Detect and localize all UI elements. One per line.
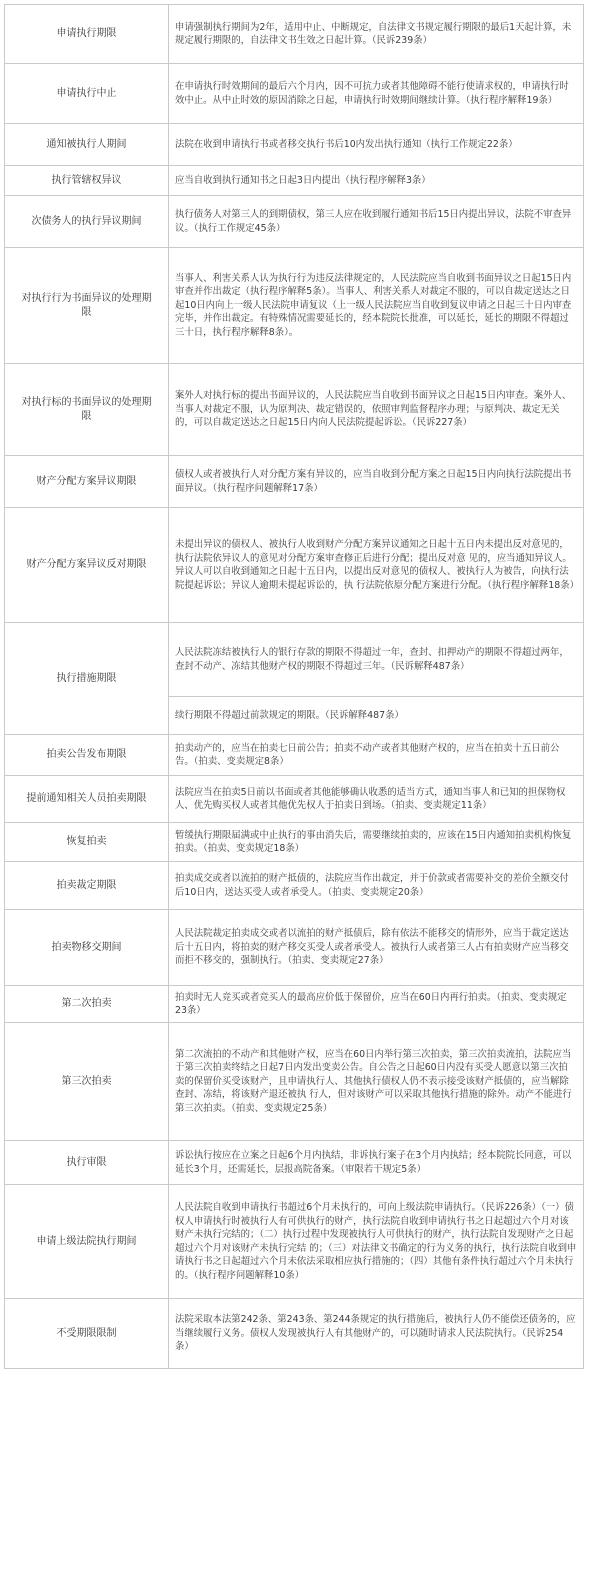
table-row	[4, 776, 584, 823]
row-content-text: 人民法院冻结被执行人的银行存款的期限不得超过一年，查封、扣押动产的期限不得超过两年，查封不动产、冻结其他财产权的期限不得超过三年。（民诉解释487条）	[175, 647, 569, 672]
row-content-text: 案外人对执行标的提出书面异议的，人民法院应当自收到书面异议之日起15日内审查。案外人、当事人对裁定不服，认为原判决、裁定错误的，依照审判监督程序办理；与原判决、裁定无关的，可以自裁定送达之日起15日内向人民法院提起诉讼。（民诉227条）	[175, 390, 572, 429]
row-content	[169, 1141, 583, 1184]
row-content-cell	[169, 1141, 583, 1184]
table-row	[4, 64, 584, 124]
row-content-text: 未提出异议的债权人、被执行人收到财产分配方案异议通知之日起十五日内未提出反对意见的，执行法院依异议人的意见对分配方案审查修正后进行分配；提出反对意 见的，应当通知异议人。异议人可以自收到通知之日起十五日内，以提出反对意见的债权人、被执行人为被告，向执行法院提起诉讼；异议人逾期未提起诉讼的，执 行法院依原分配方案进行分配。（执行程序解释18条）	[175, 539, 579, 591]
row-content-text: 人民法院自收到申请执行书超过6个月未执行的，可向上级法院申请执行。（民诉226条）（一）债权人申请执行时被执行人有可供执行的财产，执行法院自收到申请执行书之日起超过六个月对该财产未执行完结的；（二）执行过程中发现被执行人可供执行的财产，执行法院自发现财产之日起超过六个月对该财产未执行完结 的；（三）对法律文书确定的行为义务的执行，执行法院自收到申请执行书之日起超过六个月未依法采取相应执行措施的；（四）其他有条件执行超过六个月未执行的。（执行程序问题解释10条）	[175, 1202, 577, 1281]
table-row	[4, 508, 584, 623]
table-row	[4, 196, 584, 248]
row-content-cell	[169, 735, 583, 775]
row-label: 执行管辖权异议	[5, 166, 169, 195]
row-content	[169, 508, 583, 622]
row-label: 申请上级法院执行期间	[5, 1185, 169, 1298]
row-label: 第二次拍卖	[5, 986, 169, 1022]
table-row	[4, 735, 584, 776]
row-content-text: 执行债务人对第三人的到期债权，第三人应在收到履行通知书后15日内提出异议，法院不审查异议。（执行工作规定45条）	[175, 209, 572, 234]
row-content-text: 续行期限不得超过前款规定的期限。（民诉解释487条）	[175, 710, 404, 722]
row-content-cell	[169, 623, 583, 734]
row-content	[169, 862, 583, 909]
table-row	[4, 1141, 584, 1185]
row-content-text: 拍卖时无人竞买或者竞买人的最高应价低于保留价，应当在60日内再行拍卖。（拍卖、变卖规定23条）	[175, 991, 567, 1016]
row-content-cell	[169, 364, 583, 455]
row-label: 通知被执行人期间	[5, 124, 169, 165]
row-label: 第三次拍卖	[5, 1023, 169, 1140]
row-content	[169, 1299, 583, 1368]
table-row	[4, 4, 584, 64]
row-label: 不受期限限制	[5, 1299, 169, 1368]
row-label: 拍卖公告发布期限	[5, 735, 169, 775]
row-content-cell	[169, 196, 583, 247]
row-label: 财产分配方案异议期限	[5, 456, 169, 507]
table-row	[4, 248, 584, 364]
row-content-cell	[169, 124, 583, 165]
row-content-cell	[169, 1023, 583, 1140]
row-content-cell	[169, 166, 583, 195]
row-content-cell	[169, 910, 583, 985]
row-label: 申请执行期限	[5, 5, 169, 63]
row-content-text: 在申请执行时效期间的最后六个月内，因不可抗力或者其他障碍不能行使请求权的，申请执行时效中止。从中止时效的原因消除之日起，申请执行时效期间继续计算。（执行程序解释19条）	[175, 81, 569, 106]
row-content-cell	[169, 776, 583, 822]
row-content-text: 拍卖成交或者以流拍的财产抵债的，法院应当作出裁定，并于价款或者需要补交的差价全额交付后10日内，送达买受人或者承受人。（拍卖、变卖规定20条）	[175, 873, 569, 898]
row-content-text: 第二次流拍的不动产和其他财产权，应当在60日内举行第三次拍卖，第三次拍卖流拍，法院应当于第三次拍卖终结之日起7日内发出变卖公告。自公告之日起60日内没有买受人愿意以第三次拍卖的保留价买受该财产，且申请执行人、其他执行债权人仍不表示接受该财产抵债的，应当解除查封、冻结，将该财产退还被执 行人，但对该财产可以采取其他执行措施的除外。动产不能进行第三次拍卖。（拍卖、变卖规定25条）	[175, 1048, 572, 1114]
row-label: 恢复拍卖	[5, 823, 169, 861]
row-content	[169, 166, 583, 195]
row-content-text: 诉讼执行按应在立案之日起6个月内执结，非诉执行案子在3个月内执结；经本院院长同意，可以延长3个月，还需延长，层报高院备案。（审限若干规定5条）	[175, 1150, 572, 1175]
row-label: 拍卖裁定期限	[5, 862, 169, 909]
row-content	[169, 823, 583, 861]
table-row	[4, 623, 584, 735]
table-row	[4, 166, 584, 196]
row-content	[169, 776, 583, 822]
row-label: 执行审限	[5, 1141, 169, 1184]
table-row	[4, 862, 584, 910]
row-content	[169, 364, 583, 455]
table-row	[4, 823, 584, 862]
row-content-text: 法院在收到申请执行书或者移交执行书后10内发出执行通知（执行工作规定22条）	[175, 138, 518, 150]
row-content	[169, 986, 583, 1022]
row-label: 次债务人的执行异议期间	[5, 196, 169, 247]
row-content	[169, 64, 583, 123]
row-content-text: 人民法院裁定拍卖成交或者以流拍的财产抵债后，除有依法不能移交的情形外，应当于裁定送达后十五日内，将拍卖的财产移交买受人或者承受人。被执行人或者第三人占有拍卖财产应当移交而拒不移交的，强制执行。（拍卖、变卖规定27条）	[175, 928, 569, 967]
row-content-cell	[169, 248, 583, 363]
row-content	[169, 1185, 583, 1298]
table-row	[4, 364, 584, 456]
row-content-text: 拍卖动产的，应当在拍卖七日前公告；拍卖不动产或者其他财产权的，应当在拍卖十五日前公告。（拍卖、变卖规定8条）	[175, 742, 560, 767]
row-content-cell	[169, 5, 583, 63]
row-label: 提前通知相关人员拍卖期限	[5, 776, 169, 822]
row-content-text: 应当自收到执行通知书之日起3日内提出（执行程序解释3条）	[175, 174, 431, 186]
row-label: 对执行标的书面异议的处理期限	[5, 364, 169, 455]
deadline-table	[4, 4, 584, 1369]
row-label: 拍卖物移交期间	[5, 910, 169, 985]
table-row	[4, 1185, 584, 1299]
row-content	[169, 696, 583, 735]
row-content-cell	[169, 1299, 583, 1368]
row-content-text: 债权人或者被执行人对分配方案有异议的，应当自收到分配方案之日起15日内向执行法院提出书面异议。（执行程序问题解释17条）	[175, 469, 572, 494]
row-content-cell	[169, 862, 583, 909]
table-row	[4, 910, 584, 986]
row-content-text: 当事人、利害关系人认为执行行为违反法律规定的，人民法院应当自收到书面异议之日起15日内审查并作出裁定（执行程序解释5条）。当事人、利害关系人对裁定不服的，可以自裁定送达之日起10日内向上一级人民法院申请复议（上一级人民法院应当自收到复议申请之日起三十日内审查完毕，并作出裁定。有特殊情况需要延长的，经本院院长批准，可以延长，延长的期限不得超过三十日，执行程序解释8条）。	[175, 272, 572, 338]
row-content	[169, 1023, 583, 1140]
table-row	[4, 456, 584, 508]
row-label: 执行措施期限	[5, 623, 169, 734]
row-content	[169, 735, 583, 775]
row-content-cell	[169, 823, 583, 861]
row-content-cell	[169, 64, 583, 123]
row-content	[169, 456, 583, 507]
row-content-cell	[169, 986, 583, 1022]
row-content-cell	[169, 456, 583, 507]
table-row	[4, 1299, 584, 1369]
row-label: 申请执行中止	[5, 64, 169, 123]
row-label: 对执行行为书面异议的处理期限	[5, 248, 169, 363]
row-content	[169, 124, 583, 165]
table-row	[4, 1023, 584, 1141]
row-content	[169, 196, 583, 247]
row-content-cell	[169, 1185, 583, 1298]
table-row	[4, 124, 584, 166]
row-content-cell	[169, 508, 583, 622]
row-content	[169, 910, 583, 985]
row-content-text: 法院应当在拍卖5日前以书面或者其他能够确认收悉的适当方式，通知当事人和已知的担保物权人、优先购买权人或者其他优先权人于拍卖日到场。（拍卖、变卖规定11条）	[175, 786, 566, 811]
row-content-text: 法院采取本法第242条、第243条、第244条规定的执行措施后，被执行人仍不能偿还债务的，应当继续履行义务。债权人发现被执行人有其他财产的，可以随时请求人民法院执行。（民诉254条）	[175, 1314, 576, 1353]
row-label: 财产分配方案异议反对期限	[5, 508, 169, 622]
table-row	[4, 986, 584, 1023]
row-content	[169, 623, 583, 696]
row-content	[169, 5, 583, 63]
row-content-text: 暂缓执行期限届满或中止执行的事由消失后，需要继续拍卖的，应该在15日内通知拍卖机构恢复拍卖。（拍卖、变卖规定18条）	[175, 829, 572, 854]
row-content	[169, 248, 583, 363]
row-content-text: 申请强制执行期间为2年，适用中止、中断规定，自法律文书规定履行期限的最后1天起计算，未规定履行期限的，自法律文书生效之日起计算。（民诉239条）	[175, 21, 572, 46]
